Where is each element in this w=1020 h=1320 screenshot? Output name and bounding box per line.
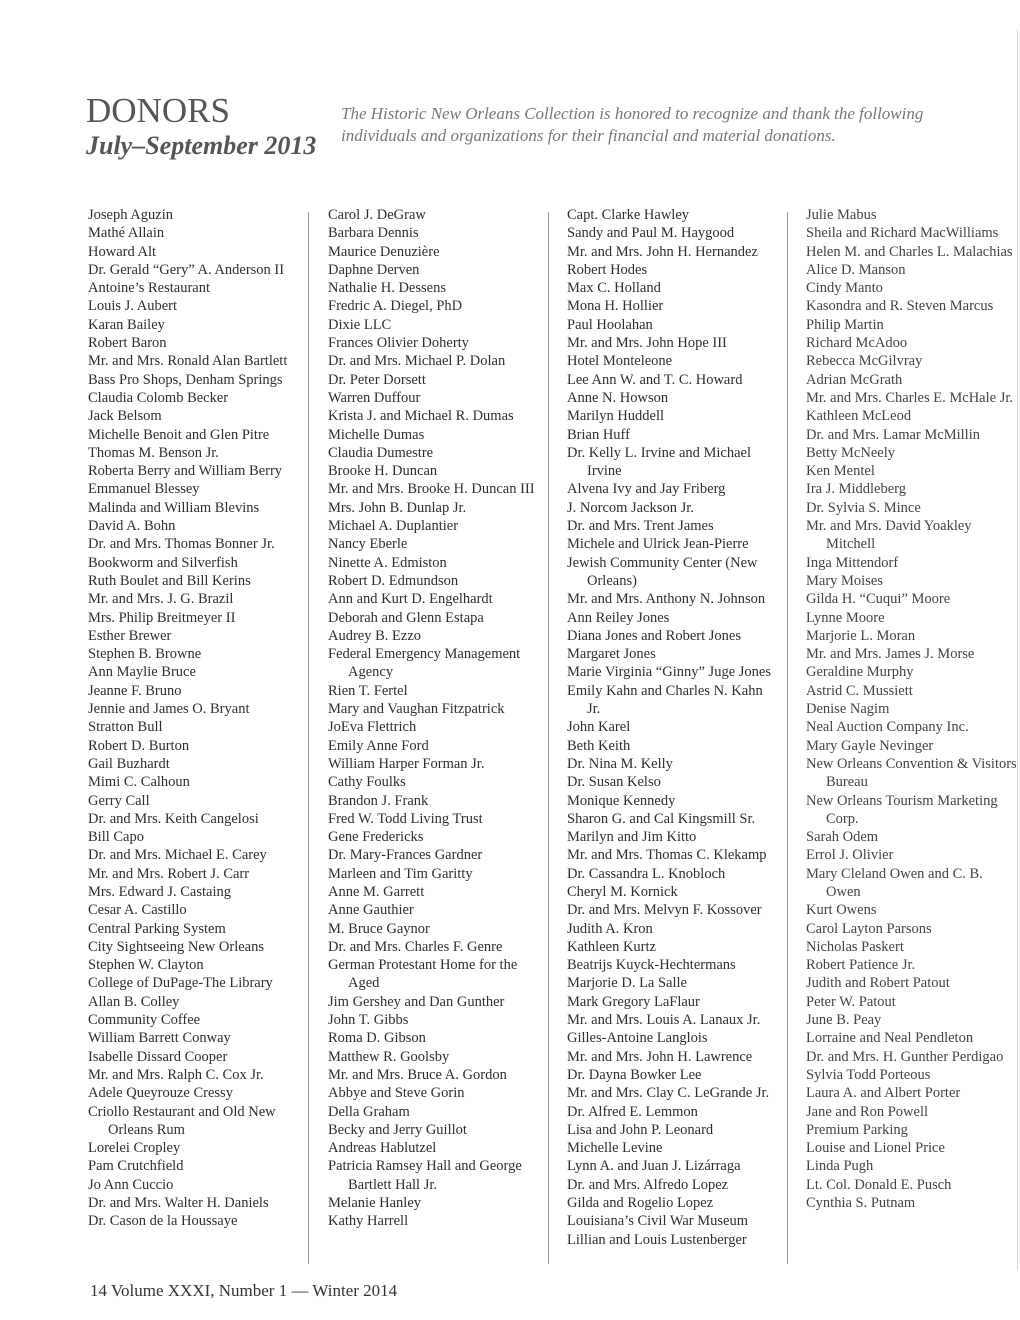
donor-name: Robert Baron (88, 335, 167, 352)
donor-name: John T. Gibbs (328, 1012, 409, 1029)
donor-name: Marjorie D. La Salle (567, 975, 687, 992)
donor-name: Judith A. Kron (567, 920, 653, 937)
donor-name: Dixie LLC (328, 316, 392, 333)
donor-name: Mrs. John B. Dunlap Jr. (328, 499, 467, 516)
donor-name: Emmanuel Blessey (88, 481, 200, 498)
donor-name: Gilles-Antoine Langlois (567, 1030, 708, 1047)
donor-name: Mr. and Mrs. J. G. Brazil (88, 591, 234, 608)
donor-name: William Barrett Conway (88, 1030, 231, 1047)
donor-name: Nathalie H. Dessens (328, 280, 446, 297)
donor-name: Louise and Lionel Price (806, 1140, 945, 1157)
donor-name: Kathleen McLeod (806, 408, 912, 425)
donor-name: Louis J. Aubert (88, 298, 178, 315)
donor-column-2 (328, 206, 540, 1231)
donor-name: Karan Bailey (88, 316, 165, 333)
donor-name: Ira J. Middleberg (806, 481, 906, 498)
intro-text: The Historic New Orleans Collection is honored to recognize and thank the following individuals and organizations for their financial and material donations. (341, 104, 924, 145)
donor-name: Community Coffee (88, 1012, 201, 1029)
donor-name: Sheila and Richard MacWilliams (806, 225, 999, 242)
donor-name: Dr. Nina M. Kelly (567, 755, 673, 772)
donor-name: Fredric A. Diegel, PhD (328, 298, 463, 315)
donor-name: Howard Alt (88, 243, 157, 260)
donor-name: Mr. and Mrs. John H. Lawrence (567, 1048, 753, 1065)
donor-name: Dr. and Mrs. Thomas Bonner Jr. (88, 536, 275, 553)
donor-name: Nicholas Paskert (806, 938, 904, 955)
donor-name: Stephen W. Clayton (88, 957, 204, 974)
donor-name: Stephen B. Browne (88, 646, 202, 663)
donor-name: Dr. Alfred E. Lemmon (567, 1103, 698, 1120)
donor-name: Marilyn and Jim Kitto (567, 829, 697, 846)
donor-name: Cathy Foulks (328, 774, 406, 791)
donor-name: College of DuPage-The Library (88, 975, 273, 992)
donor-name: Alice D. Manson (806, 261, 906, 278)
donor-name: Brian Huff (567, 426, 630, 443)
donor-column-4 (806, 206, 1020, 1212)
donor-name: Mimi C. Calhoun (88, 774, 190, 791)
donor-name: Jeanne F. Bruno (88, 682, 182, 699)
donor-name: Alvena Ivy and Jay Friberg (567, 481, 726, 498)
donor-name: Ann Maylie Bruce (88, 664, 196, 681)
donor-name: Anne N. Howson (567, 389, 669, 406)
donor-name: Dr. Susan Kelso (567, 774, 661, 791)
donor-name: New Orleans Convention & Visitors Bureau (806, 755, 1017, 791)
donor-name: Antoine’s Restaurant (88, 280, 211, 297)
donor-name: Joseph Aguzin (88, 207, 173, 223)
donor-name: Max C. Holland (567, 280, 661, 297)
donor-name: Mr. and Mrs. Louis A. Lanaux Jr. (567, 1012, 761, 1029)
donor-name: Robert D. Burton (88, 737, 190, 754)
donor-name: Kathy Harrell (328, 1213, 409, 1230)
donor-name: Mary Moises (806, 572, 883, 589)
donor-name: Beatrijs Kuyck-Hechtermans (567, 957, 736, 974)
donor-name: Jack Belsom (88, 408, 162, 425)
donor-name: Mary Gayle Nevinger (806, 737, 934, 754)
donor-name: Lee Ann W. and T. C. Howard (567, 371, 743, 388)
donor-name: Dr. Cason de la Houssaye (88, 1213, 238, 1230)
donor-name: Rien T. Fertel (328, 682, 408, 699)
donor-name: Dr. and Mrs. Michael P. Dolan (328, 353, 506, 370)
donor-name: Denise Nagim (806, 701, 890, 718)
donor-name: Dr. Sylvia S. Mince (806, 499, 921, 516)
donor-name: Matthew R. Goolsby (328, 1048, 450, 1065)
donor-name: Richard McAdoo (806, 335, 908, 352)
donor-name: Deborah and Glenn Estapa (328, 609, 484, 626)
donor-name: David A. Bohn (88, 518, 176, 535)
donor-name: Lorelei Cropley (88, 1140, 181, 1157)
donor-name: Marleen and Tim Garitty (328, 865, 473, 882)
donor-name: Abbye and Steve Gorin (328, 1085, 465, 1102)
donor-name: Dr. Kelly L. Irvine and Michael Irvine (567, 444, 752, 480)
donor-name: Gilda H. “Cuqui” Moore (806, 591, 951, 608)
donor-name: Emily Kahn and Charles N. Kahn Jr. (567, 682, 763, 718)
donor-name: Isabelle Dissard Cooper (88, 1048, 228, 1065)
donor-name: Mr. and Mrs. Thomas C. Klekamp (567, 847, 767, 864)
donor-name: Thomas M. Benson Jr. (88, 444, 219, 461)
donor-name: Adele Queyrouze Cressy (88, 1085, 233, 1102)
donor-name: Dr. and Mrs. Alfredo Lopez (567, 1176, 729, 1193)
donor-name: Kasondra and R. Steven Marcus (806, 298, 994, 315)
donor-name: Laura A. and Albert Porter (806, 1085, 961, 1102)
donor-name: Dr. Peter Dorsett (328, 371, 426, 388)
donor-name: Patricia Ramsey Hall and George Bartlett Hall Jr. (328, 1158, 522, 1193)
donor-name: Jim Gershey and Dan Gunther (328, 993, 505, 1010)
donor-name: Michael A. Duplantier (328, 518, 459, 535)
donor-name: Neal Auction Company Inc. (806, 719, 969, 736)
donor-name: Malinda and William Blevins (88, 499, 260, 516)
donor-name: Roma D. Gibson (328, 1030, 426, 1047)
donor-name: Sharon G. and Cal Kingsmill Sr. (567, 810, 756, 827)
donor-name: Ninette A. Edmiston (328, 554, 447, 571)
donor-name: Sylvia Todd Porteous (806, 1066, 931, 1083)
donor-columns (0, 206, 1020, 1266)
donor-name: Jennie and James O. Bryant (88, 701, 250, 718)
donor-name: Barbara Dennis (328, 225, 419, 242)
donor-name: Mr. and Mrs. Anthony N. Johnson (567, 591, 766, 608)
donor-name: Claudia Colomb Becker (88, 389, 229, 406)
donor-name: Beth Keith (567, 737, 631, 754)
donor-name: Ann Reiley Jones (567, 609, 670, 626)
donor-name: Lynne Moore (806, 609, 885, 626)
donor-name: Frances Olivier Doherty (328, 335, 469, 352)
donor-name: Mr. and Mrs. John Hope III (567, 335, 727, 352)
donor-name: Ann and Kurt D. Engelhardt (328, 591, 493, 608)
donor-name: Cheryl M. Kornick (567, 883, 678, 900)
donor-name: Adrian McGrath (806, 371, 903, 388)
donor-name: Astrid C. Mussiett (806, 682, 913, 699)
donor-name: Errol J. Olivier (806, 847, 894, 864)
donor-name: Dr. Gerald “Gery” A. Anderson II (88, 261, 285, 278)
donor-name: Jewish Community Center (New Orleans) (567, 554, 758, 589)
donor-name: Daphne Derven (328, 261, 420, 278)
donor-name: Lisa and John P. Leonard (567, 1121, 714, 1138)
donor-name: Audrey B. Ezzo (328, 627, 422, 644)
donor-name: Claudia Dumestre (328, 444, 434, 461)
donor-name: Geraldine Murphy (806, 664, 914, 681)
donor-name: Inga Mittendorf (806, 554, 899, 571)
donor-name: Brooke H. Duncan (328, 463, 438, 480)
donor-name: Mr. and Mrs. David Yoakley Mitchell (806, 518, 972, 553)
donor-name: Carol J. DeGraw (328, 207, 426, 223)
donor-name: Krista J. and Michael R. Dumas (328, 408, 514, 425)
donor-name: Ruth Boulet and Bill Kerins (88, 572, 251, 589)
donor-name: Gene Fredericks (328, 829, 424, 846)
donor-name: Robert Hodes (567, 261, 648, 278)
donor-name: Allan B. Colley (88, 993, 180, 1010)
donor-name: Federal Emergency Management Agency (328, 646, 521, 681)
donor-name: Cindy Manto (806, 280, 883, 297)
donor-name: Pam Crutchfield (88, 1158, 184, 1175)
donor-name: Becky and Jerry Guillot (328, 1121, 467, 1138)
donor-name: Andreas Hablutzel (328, 1140, 437, 1157)
donor-name: Gerry Call (88, 792, 150, 809)
donor-name: John Karel (567, 719, 631, 736)
donor-name: Maurice Denuzière (328, 243, 440, 260)
donor-name: Mona H. Hollier (567, 298, 664, 315)
donor-name: Jo Ann Cuccio (88, 1176, 174, 1193)
donor-name: Mr. and Mrs. Ralph C. Cox Jr. (88, 1066, 264, 1083)
donor-name: Mr. and Mrs. Robert J. Carr (88, 865, 250, 882)
donor-name: Mr. and Mrs. Bruce A. Gordon (328, 1066, 507, 1083)
donor-name: Michelle Benoit and Glen Pitre (88, 426, 270, 443)
donor-name: Dr. Mary-Frances Gardner (328, 847, 483, 864)
donor-name: Michelle Levine (567, 1140, 663, 1157)
donor-name: Mrs. Philip Breitmeyer II (88, 609, 236, 626)
donor-name: Central Parking System (88, 920, 226, 937)
donor-name: Lynn A. and Juan J. Lizárraga (567, 1158, 741, 1175)
donor-name: Capt. Clarke Hawley (567, 207, 690, 223)
donor-name: Kathleen Kurtz (567, 938, 656, 955)
donor-name: Dr. Dayna Bowker Lee (567, 1066, 702, 1083)
donor-name: Bass Pro Shops, Denham Springs (88, 371, 283, 388)
donor-name: Kurt Owens (806, 902, 877, 919)
donor-name: Dr. and Mrs. Charles F. Genre (328, 938, 503, 955)
donor-name: Louisiana’s Civil War Museum (567, 1213, 749, 1230)
donor-column-1 (88, 206, 296, 1231)
page-heading (86, 92, 316, 160)
donor-name: Jane and Ron Powell (806, 1103, 929, 1120)
donor-name: Dr. and Mrs. Lamar McMillin (806, 426, 980, 443)
donor-name: Dr. and Mrs. Keith Cangelosi (88, 810, 259, 827)
donor-name: Cynthia S. Putnam (806, 1195, 916, 1212)
donor-name: Dr. and Mrs. Michael E. Carey (88, 847, 267, 864)
donor-name: Michelle Dumas (328, 426, 425, 443)
donor-name: Esther Brewer (88, 627, 172, 644)
donor-name: Dr. Cassandra L. Knobloch (567, 865, 726, 882)
donor-name: Mr. and Mrs. Brooke H. Duncan III (328, 481, 535, 498)
donor-name: Mark Gregory LaFlaur (567, 993, 700, 1010)
donor-name: German Protestant Home for the Aged (328, 957, 518, 992)
donor-name: Robert D. Edmundson (328, 572, 459, 589)
donor-name: Della Graham (328, 1103, 410, 1120)
donor-name: Gail Buzhardt (88, 755, 170, 772)
donor-name: New Orleans Tourism Marketing Corp. (806, 792, 998, 827)
donor-name: Lorraine and Neal Pendleton (806, 1030, 974, 1047)
donor-name: Mathé Allain (88, 225, 165, 242)
donor-name: Peter W. Patout (806, 993, 896, 1010)
donor-name: J. Norcom Jackson Jr. (567, 499, 694, 516)
donor-name: Nancy Eberle (328, 536, 408, 553)
donor-name: Emily Anne Ford (328, 737, 429, 754)
donor-name: Dr. and Mrs. H. Gunther Perdigao (806, 1048, 1004, 1065)
donor-name: Melanie Hanley (328, 1195, 422, 1212)
donor-name: June B. Peay (806, 1012, 882, 1029)
donor-name: Hotel Monteleone (567, 353, 673, 370)
donor-name: Criollo Restaurant and Old New Orleans Rum (88, 1103, 276, 1138)
donor-name: Mrs. Edward J. Castaing (88, 883, 231, 900)
donor-name: Julie Mabus (806, 207, 877, 223)
donor-name: Judith and Robert Patout (806, 975, 950, 992)
donor-name: Dr. and Mrs. Trent James (567, 518, 714, 535)
donor-name: Premium Parking (806, 1121, 908, 1138)
donor-name: Marie Virginia “Ginny” Juge Jones (567, 664, 771, 681)
donor-name: Mr. and Mrs. James J. Morse (806, 646, 975, 663)
donor-name: Sandy and Paul M. Haygood (567, 225, 735, 242)
donor-name: Mr. and Mrs. John H. Hernandez (567, 243, 758, 260)
page-subtitle: July–September 2013 (86, 131, 317, 160)
donor-name: Warren Duffour (328, 389, 421, 406)
donor-name: Mr. and Mrs. Clay C. LeGrande Jr. (567, 1085, 770, 1102)
donor-name: Gilda and Rogelio Lopez (567, 1195, 714, 1212)
donor-name: Lillian and Louis Lustenberger (567, 1231, 747, 1248)
donor-name: Roberta Berry and William Berry (88, 463, 283, 480)
donor-name: Dr. and Mrs. Walter H. Daniels (88, 1195, 269, 1212)
donor-name: Lt. Col. Donald E. Pusch (806, 1176, 952, 1193)
donor-name: Linda Pugh (806, 1158, 874, 1175)
donor-name: Brandon J. Frank (328, 792, 429, 809)
donor-name: Rebecca McGilvray (806, 353, 923, 370)
donor-name: William Harper Forman Jr. (328, 755, 485, 772)
donor-name: Bill Capo (88, 829, 144, 846)
donor-name: Dr. and Mrs. Melvyn F. Kossover (567, 902, 762, 919)
donor-name: JoEva Flettrich (328, 719, 417, 736)
donor-name: M. Bruce Gaynor (328, 920, 430, 937)
donor-name: Cesar A. Castillo (88, 902, 187, 919)
donor-name: Robert Patience Jr. (806, 957, 916, 974)
donor-name: Philip Martin (806, 316, 884, 333)
donor-name: Stratton Bull (88, 719, 163, 736)
donor-name: Bookworm and Silverfish (88, 554, 238, 571)
donor-name: Michele and Ulrick Jean-Pierre (567, 536, 749, 553)
page-title: DONORS (86, 91, 230, 130)
donor-name: Carol Layton Parsons (806, 920, 932, 937)
donor-column-3 (567, 206, 779, 1249)
donor-name: Anne M. Garrett (328, 883, 425, 900)
donor-name: Mr. and Mrs. Charles E. McHale Jr. (806, 389, 1013, 406)
donor-name: Fred W. Todd Living Trust (328, 810, 483, 827)
donor-name: Diana Jones and Robert Jones (567, 627, 741, 644)
donor-name: Helen M. and Charles L. Malachias (806, 243, 1013, 260)
donor-name: Marilyn Huddell (567, 408, 665, 425)
donor-name: Monique Kennedy (567, 792, 676, 809)
donor-name: Anne Gauthier (328, 902, 414, 919)
donor-name: Mr. and Mrs. Ronald Alan Bartlett (88, 353, 288, 370)
donor-name: Ken Mentel (806, 463, 875, 480)
donor-name: Margaret Jones (567, 646, 656, 663)
donor-name: Marjorie L. Moran (806, 627, 916, 644)
donor-name: Sarah Odem (806, 829, 879, 846)
donor-name: City Sightseeing New Orleans (88, 938, 264, 955)
donor-name: Betty McNeely (806, 444, 895, 461)
donor-name: Mary and Vaughan Fitzpatrick (328, 701, 505, 718)
donor-name: Mary Cleland Owen and C. B. Owen (806, 865, 983, 900)
donor-name: Paul Hoolahan (567, 316, 653, 333)
page-footer: 14 Volume XXXI, Number 1 — Winter 2014 (90, 1281, 398, 1300)
